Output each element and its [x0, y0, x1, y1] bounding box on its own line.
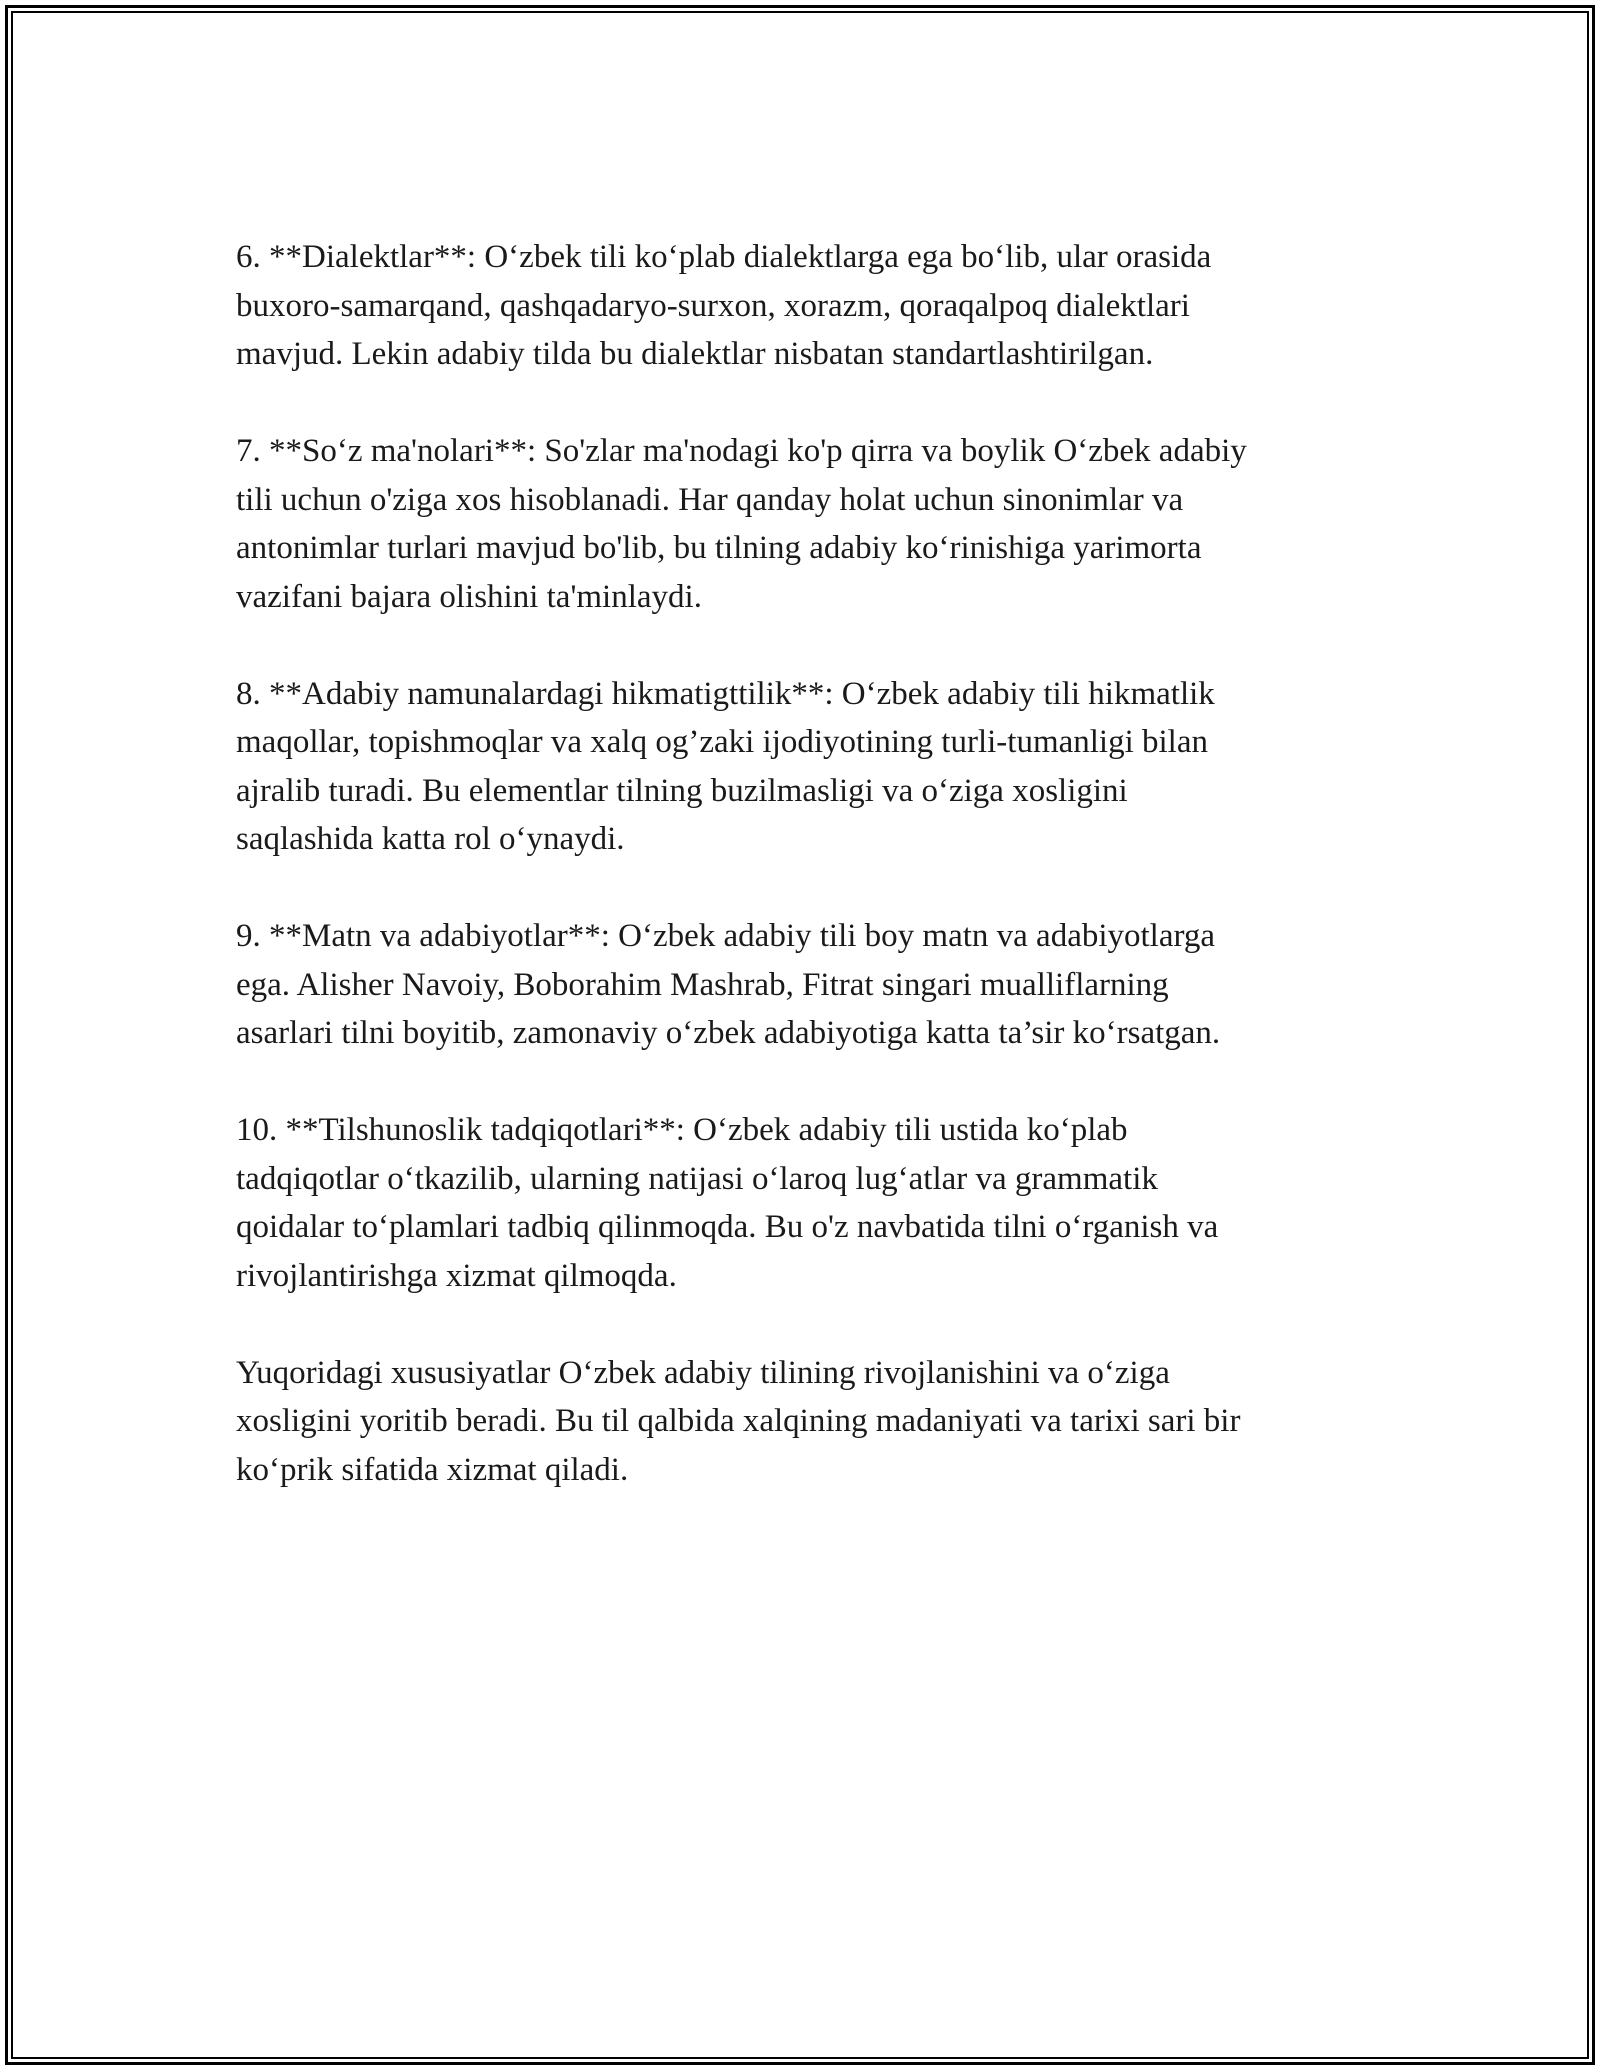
text-line: qoidalar to‘plamlari tadbiq qilinmoqda. Bu o'z navbatida tilni o‘rganish va [236, 1209, 1219, 1245]
text-line: asarlari tilni boyitib, zamonaviy o‘zbek adabiyotiga katta ta’sir ko‘rsatgan. [236, 1015, 1221, 1051]
text-line: 10. **Tilshunoslik tadqiqotlari**: O‘zbek adabiy tili ustida ko‘plab [236, 1112, 1128, 1148]
text-line: 9. **Matn va adabiyotlar**: O‘zbek adabiy tili boy matn va adabiyotlarga [236, 918, 1216, 954]
text-line: 8. **Adabiy namunalardagi hikmatigttilik**: O‘zbek adabiy tili hikmatlik [236, 675, 1215, 712]
paragraph-matn-adabiyotlar [236, 912, 1376, 1058]
text-line: rivojlantirishga xizmat qilmoqda. [236, 1257, 677, 1294]
text-line: 6. **Dialektlar**: O‘zbek tili ko‘plab dialektlarga ega bo‘lib, ular orasida [236, 239, 1212, 275]
text-line: saqlashida katta rol o‘ynaydi. [236, 821, 625, 857]
text-line: antonimlar turlari mavjud bo'lib, bu tilning adabiy ko‘rinishiga yarimorta [236, 530, 1202, 566]
text-line: mavjud. Lekin adabiy tilda bu dialektlar nisbatan standartlashtirilgan. [236, 336, 1154, 372]
document-body [236, 233, 1376, 1543]
text-line: ajralib turadi. Bu elementlar tilning buzilmasligi va o‘ziga xosligini [236, 772, 1128, 809]
text-line: ko‘prik sifatida xizmat qiladi. [236, 1451, 629, 1488]
text-line: tili uchun o'ziga xos hisoblanadi. Har qanday holat uchun sinonimlar va [236, 481, 1184, 518]
paragraph-adabiy-namunalar [236, 670, 1376, 864]
text-line: xosligini yoritib beradi. Bu til qalbida xalqining madaniyati va tarixi sari bir [236, 1403, 1241, 1439]
text-line: tadqiqotlar o‘tkazilib, ularning natijasi o‘laroq lug‘atlar va grammatik [236, 1160, 1158, 1197]
text-line: maqollar, topishmoqlar va xalq og’zaki ijodiyotining turli-tumanligi bilan [236, 724, 1209, 760]
paragraph-conclusion [236, 1349, 1376, 1495]
paragraph-dialektlar [236, 233, 1376, 379]
text-line: ega. Alisher Navoiy, Boborahim Mashrab, Fitrat singari mualliflarning [236, 966, 1169, 1003]
paragraph-tilshunoslik [236, 1106, 1376, 1300]
text-line: 7. **So‘z ma'nolari**: So'zlar ma'nodagi ko'p qirra va boylik O‘zbek adabiy [236, 433, 1247, 469]
text-line: vazifani bajara olishini ta'minlaydi. [236, 578, 702, 615]
text-line: Yuqoridagi xususiyatlar O‘zbek adabiy tilining rivojlanishini va o‘ziga [236, 1354, 1170, 1391]
text-line: buxoro-samarqand, qashqadaryo-surxon, xorazm, qoraqalpoq dialektlari [236, 287, 1190, 324]
paragraph-soz-manolari [236, 427, 1376, 621]
